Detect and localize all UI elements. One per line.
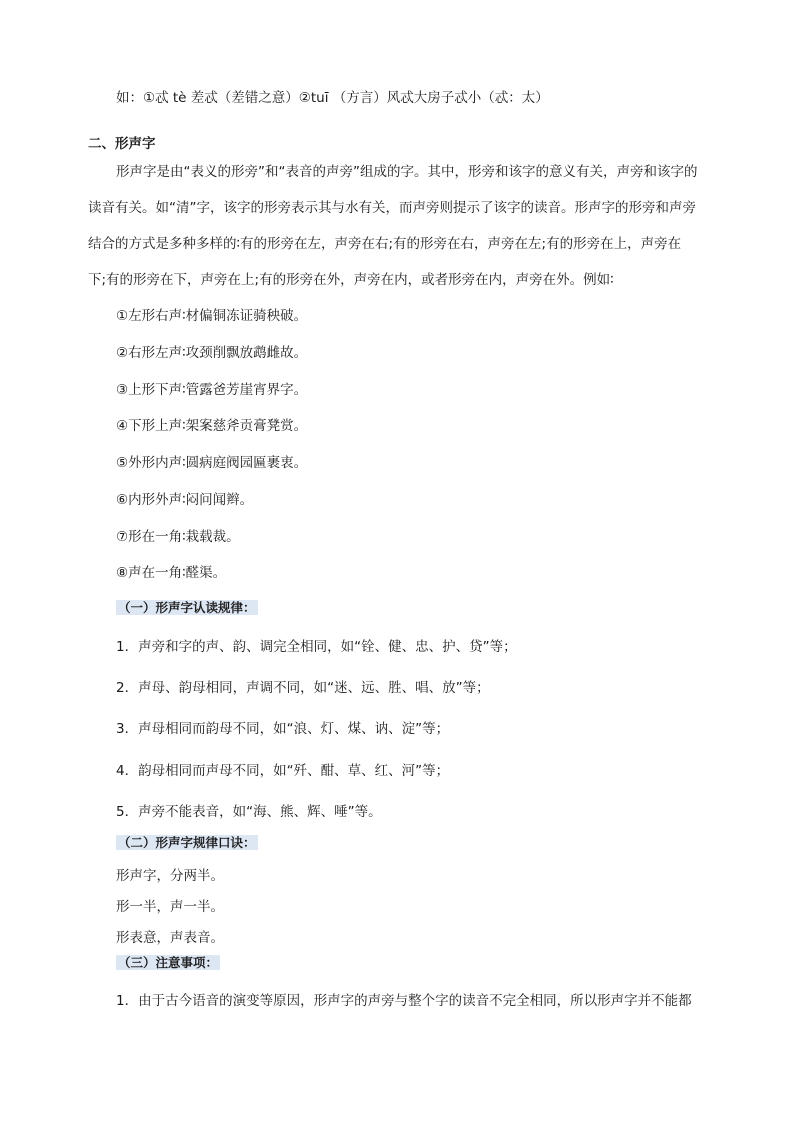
intro-paragraph-line: 下;有的形旁在下，声旁在上;有的形旁在外，声旁在内，或者形旁在内，声旁在外。例如∶: [88, 272, 614, 288]
structure-item: ③上形下声∶管露爸芳崖宵界字。: [116, 382, 308, 398]
intro-paragraph-line: 形声字是由“表义的形旁”和“表音的声旁”组成的字。其中，形旁和该字的意义有关，声旁和该字的: [116, 164, 698, 180]
structure-item: ⑦形在一角∶栽载裁。: [116, 529, 240, 545]
structure-item: ①左形右声∶材偏铜冻证骑秧破。: [116, 308, 308, 324]
subsection-heading-text: （二）形声字规律口诀：: [118, 835, 256, 850]
rule-item: 2．声母、韵母相同，声调不同，如“迷、远、胜、唱、放”等；: [116, 680, 490, 696]
structure-item: ⑧声在一角∶醛渠。: [116, 565, 227, 581]
subsection-heading-reading-rules: [116, 598, 258, 618]
rule-item: 5．声旁不能表音，如“海、熊、辉、唾”等。: [116, 804, 382, 820]
rhyme-line: 形一半，声一半。: [116, 899, 224, 915]
section-heading: 二、形声字: [88, 136, 156, 152]
rule-item: 4．韵母相同而声母不同，如“歼、酣、草、红、河”等；: [116, 763, 450, 779]
intro-paragraph-line: 读音有关。如“清”字，该字的形旁表示其与水有关，而声旁则提示了该字的读音。形声字的形旁和声旁: [88, 200, 696, 216]
subsection-heading-text: （一）形声字认读规律：: [118, 600, 256, 615]
example-line: 如：①忒 tè 差忒（差错之意）②tuī （方言）风忒大房子忒小（忒：太）: [116, 90, 549, 106]
intro-paragraph-line: 结合的方式是多种多样的∶有的形旁在左，声旁在右;有的形旁在右，声旁在左;有的形旁在上，声旁在: [88, 236, 682, 252]
subsection-heading-notes: [116, 953, 220, 973]
rhyme-line: 形表意，声表音。: [116, 930, 224, 946]
structure-item: ②右形左声∶攻颈削飘放鹉雌故。: [116, 345, 308, 361]
structure-item: ⑤外形内声∶圆病庭阀园匾裹衷。: [116, 455, 308, 471]
structure-item: ⑥内形外声∶闷问闻辫。: [116, 492, 254, 508]
rule-item: 1．声旁和字的声、韵、调完全相同，如“铨、健、忠、护、贷”等；: [116, 639, 517, 655]
rhyme-line: 形声字，分两半。: [116, 868, 224, 884]
rule-item: 3．声母相同而韵母不同，如“浪、灯、煤、讷、淀”等；: [116, 721, 450, 737]
subsection-heading-text: （三）注意事项：: [118, 955, 219, 970]
subsection-heading-rhyme: [116, 833, 258, 853]
note-item: 1．由于古今语音的演变等原因，形声字的声旁与整个字的读音不完全相同，所以形声字并不能都: [116, 993, 692, 1009]
structure-item: ④下形上声∶架案慈斧贡膏凳赏。: [116, 418, 308, 434]
